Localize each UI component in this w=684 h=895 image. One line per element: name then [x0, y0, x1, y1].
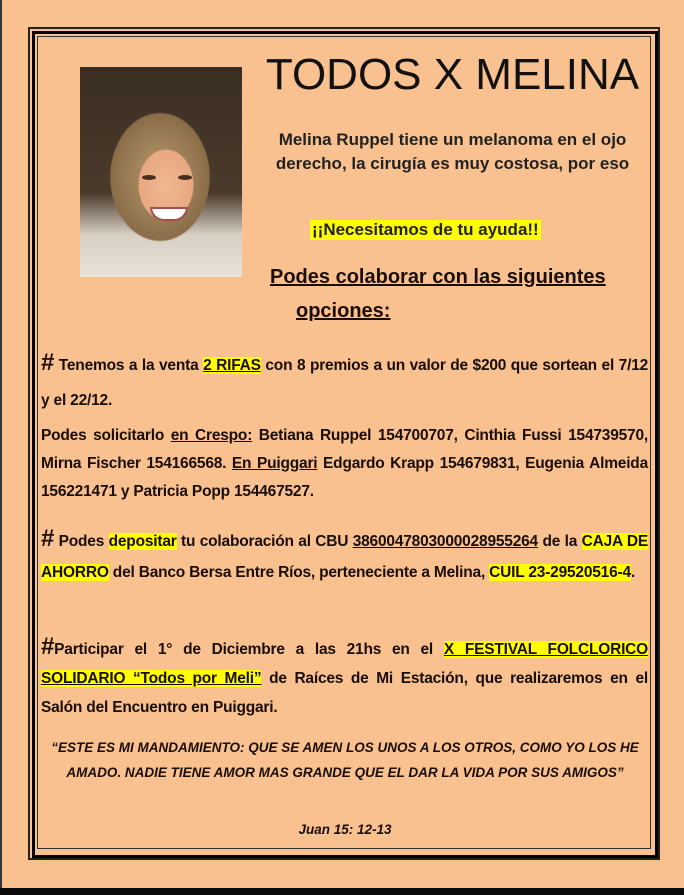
melina-photo	[80, 67, 242, 277]
hash-bullet: #	[41, 349, 55, 376]
festival-paragraph	[41, 632, 648, 722]
hash-bullet: #	[41, 633, 55, 660]
raffle-paragraph	[41, 345, 648, 418]
photo-eye	[142, 175, 156, 180]
cbu-number: 3860047803000028955264	[352, 533, 538, 550]
options-heading-line2: opciones:	[296, 300, 391, 322]
crespo-label: en Crespo:	[170, 427, 253, 444]
text: Podes solicitarlo	[41, 427, 165, 444]
photo-smile	[150, 207, 188, 221]
photo-eye	[178, 175, 192, 180]
intro-text: Melina Ruppel tiene un melanoma en el ojo derecho, la cirugía es muy costosa, por eso	[275, 130, 630, 173]
hash-bullet: #	[41, 525, 55, 552]
page-edge	[0, 0, 2, 888]
bottom-bar	[0, 888, 684, 895]
deposit-paragraph	[41, 523, 648, 588]
text: tu colaboración al CBU	[181, 533, 349, 550]
festival-highlight: X FESTIVAL FOLCLORICO SOLIDARIO “Todos por Meli”	[41, 641, 649, 687]
depositar-highlight: depositar	[108, 533, 177, 550]
text: de la	[542, 533, 578, 550]
puiggari-label: En Puiggari	[231, 455, 318, 472]
text: .	[630, 564, 636, 581]
bible-reference: Juan 15: 12-13	[298, 822, 392, 837]
options-heading	[270, 260, 640, 328]
text: del Banco Bersa Entre Ríos, perteneciente a Melina,	[112, 564, 486, 581]
bible-quote: “ESTE ES MI MANDAMIENTO: QUE SE AMEN LOS UNOS A LOS OTROS, COMO YO LOS HE AMADO. NADIE TIENE AMOR MAS GRANDE QUE EL DAR LA VIDA POR SUS AMIGOS”	[51, 740, 639, 780]
text: de Raíces de Mi Estación, que realizaremos en el Salón del Encuentro en Puiggari.	[41, 670, 648, 716]
text: Edgardo Krapp 154679831, Eugenia Almeida 156221471 y Patricia Popp 154467527.	[41, 455, 648, 500]
text: Podes	[58, 533, 105, 550]
text: Tenemos a la venta	[58, 357, 199, 374]
options-heading-line1: Podes colaborar con las siguientes	[270, 266, 606, 288]
text: Betiana Ruppel 154700707, Cinthia Fussi 154739570, Mirna Fischer 154166568.	[41, 427, 649, 472]
contacts-paragraph	[41, 422, 648, 506]
help-banner: ¡¡Necesitamos de tu ayuda!!	[312, 220, 539, 239]
text: Participar el 1° de Diciembre a las 21hs en el	[54, 641, 434, 658]
cuil-highlight: CUIL 23-29520516-4	[489, 564, 631, 581]
text: con 8 premios a un valor de $200 que sortean el 7/12 y el 22/12.	[41, 357, 649, 409]
rifas-highlight: 2 RIFAS	[203, 357, 261, 374]
flyer-title: TODOS X MELINA	[265, 50, 640, 99]
account-type-highlight: CAJA DE AHORRO	[41, 533, 649, 581]
